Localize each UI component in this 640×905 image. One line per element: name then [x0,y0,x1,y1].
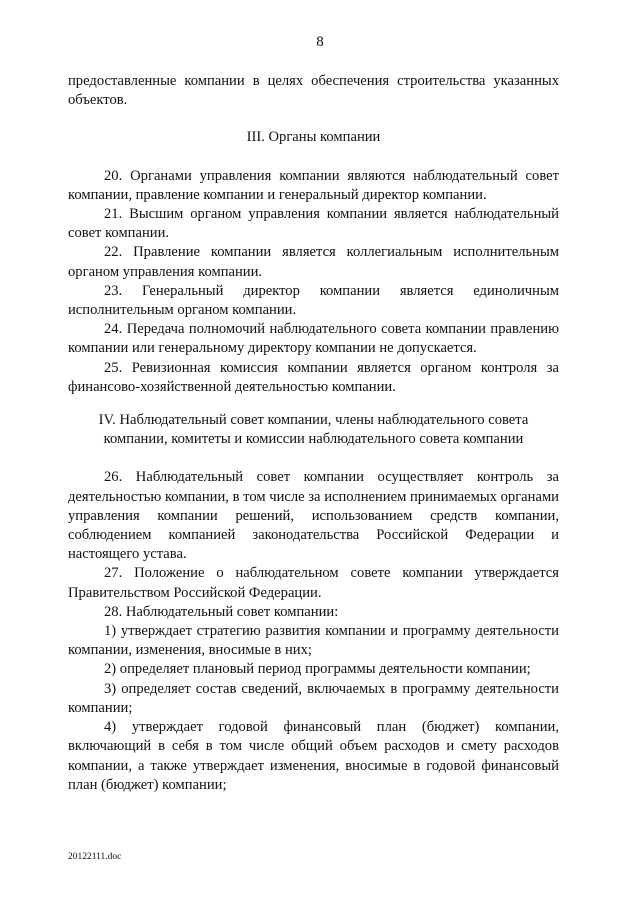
paragraph-23: 23. Генеральный директор компании является единоличным исполнительным органом компании. [68,282,559,319]
paragraph-28: 28. Наблюдательный совет компании: [104,603,339,620]
list-item-1: 1) утверждает стратегию развития компании и программу деятельности компании, изменения, вносимые в них; [68,623,559,659]
list-item-2: 2) определяет плановый период программы деятельности компании; [104,661,531,678]
document-body [68,72,559,795]
section-3-heading: III. Органы компании [246,129,381,146]
paragraph-26: 26. Наблюдательный совет компании осуществляет контроль за деятельностью компании, в том числе за исполнением принимаемых органами управления компании решений, использованием средств компании, соблюдением компанией законодательства Российской Федерации и настоящего устава. [68,469,559,563]
document-file-id: 20122111.doc [68,852,122,862]
paragraph-27: 27. Положение о наблюдательном совете компании утверждается Правительством Российской Федерации. [68,565,559,601]
list-item-4: 4) утверждает годовой финансовый план (бюджет) компании, включающий в себя в том числе общий объем расходов и смету расходов компании, а также утверждает изменения, вносимые в годовой финансовый план (бюджет) компании; [68,719,559,793]
intro-paragraph: предоставленные компании в целях обеспечения строительства указанных объектов. [68,73,559,109]
section-4-heading-line-1: IV. Наблюдательный совет компании, члены наблюдательного совета [98,412,529,429]
list-item-3: 3) определяет состав сведений, включаемых в программу деятельности компании; [68,680,559,716]
paragraph-22: 22. Правление компании является коллегиальным исполнительным органом управления компании. [68,244,559,280]
paragraph-24: 24. Передача полномочий наблюдательного совета компании правлению компании или генеральному директору компании не допускается. [68,321,559,357]
paragraph-25: 25. Ревизионная комиссия компании является органом контроля за финансово-хозяйственной деятельностью компании. [68,359,559,395]
page-number: 8 [316,34,324,50]
section-4-heading-line-2: компании, комитеты и комиссии наблюдательного совета компании [103,431,524,448]
paragraph-20: 20. Органами управления компании являются наблюдательный совет компании, правление компании и генеральный директор компании. [68,167,559,203]
section-4-heading [68,411,559,449]
paragraph-21: 21. Высшим органом управления компании является наблюдательный совет компании. [68,206,559,242]
